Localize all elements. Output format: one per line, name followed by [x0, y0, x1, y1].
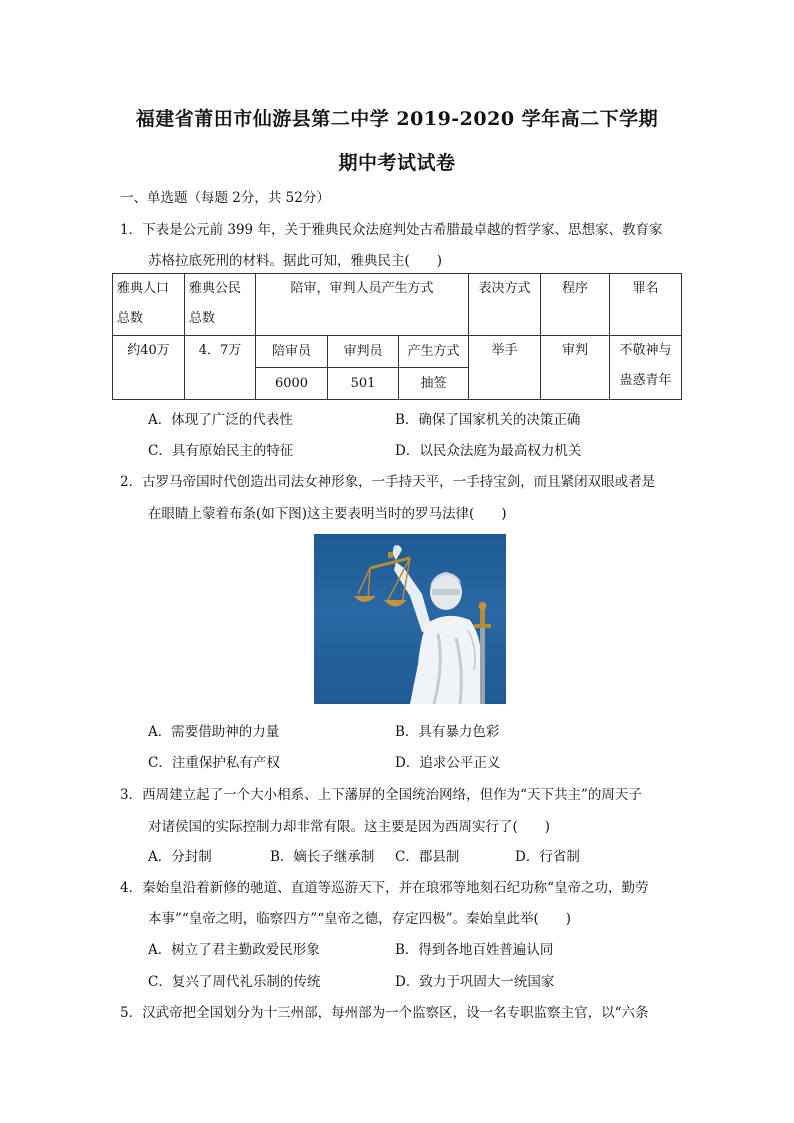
q1-option-c[interactable]: C．具有原始民主的特征	[148, 443, 294, 459]
cell-jurors: 6000	[256, 368, 328, 400]
q1-option-d[interactable]: D．以民众法庭为最高权力机关	[395, 443, 582, 459]
cell-vote: 举手	[469, 336, 541, 400]
q4-option-a[interactable]: A．树立了君主勤政爱民形象	[148, 942, 320, 958]
q1-option-a[interactable]: A．体现了广泛的代表性	[148, 412, 293, 428]
q2-option-d[interactable]: D．追求公平正义	[395, 755, 501, 771]
q3-option-b[interactable]: B．嫡长子继承制	[270, 849, 375, 865]
q5-stem-line1: 5．汉武帝把全国划分为十三州部，每州部为一个监察区，设一名专职监察主官，以“六条	[120, 1005, 649, 1021]
q3-stem-line2: 对诸侯国的实际控制力却非常有限。这主要是因为西周实行了( )	[148, 819, 551, 835]
section-heading: 一、单选题（每题 2分，共 52分）	[120, 190, 330, 206]
q1-option-b[interactable]: B．确保了国家机关的决策正确	[395, 412, 581, 428]
header-vote: 表决方式	[469, 274, 541, 336]
header-jury-method: 陪审，审判人员产生方式	[256, 274, 469, 336]
q3-option-a[interactable]: A．分封制	[148, 849, 212, 865]
q2-option-b[interactable]: B．具有暴力色彩	[395, 724, 500, 740]
q4-stem-line2: 本事”“皇帝之明，临察四方”“皇帝之德，存定四极”。秦始皇此举( )	[148, 911, 572, 927]
q2-stem-line2: 在眼睛上蒙着布条(如下图)这主要表明当时的罗马法律( )	[148, 506, 507, 522]
q2-stem-line1: 2．古罗马帝国时代创造出司法女神形象，一手持天平，一手持宝剑，而且紧闭双眼或者是	[120, 474, 656, 490]
q2-option-a[interactable]: A．需要借助神的力量	[148, 724, 280, 740]
cell-charge: 不敬神与 蛊惑青年	[610, 336, 682, 400]
subheader-judges: 审判员	[328, 336, 399, 368]
q1-stem-line1: 1．下表是公元前 399 年，关于雅典民众法庭判处古希腊最卓越的哲学家、思想家、教育家	[120, 222, 663, 238]
q4-option-d[interactable]: D．致力于巩固大一统国家	[395, 974, 555, 990]
cell-method: 抽签	[399, 368, 469, 400]
cell-population: 约40万	[113, 336, 185, 400]
cell-citizens: 4．7万	[185, 336, 256, 400]
q2-option-c[interactable]: C．注重保护私有产权	[148, 755, 280, 771]
lady-justice-photo	[314, 534, 506, 704]
header-citizens: 雅典公民 总数	[185, 274, 256, 336]
subheader-method: 产生方式	[399, 336, 469, 368]
subheader-jurors: 陪审员	[256, 336, 328, 368]
header-procedure: 程序	[541, 274, 610, 336]
header-charge: 罪名	[610, 274, 682, 336]
q1-stem-line2: 苏格拉底死刑的材料。据此可知，雅典民主( )	[148, 253, 443, 269]
exam-title-line2: 期中考试试卷	[338, 152, 456, 174]
cell-procedure: 审判	[541, 336, 610, 400]
q3-stem-line1: 3．西周建立起了一个大小相系、上下藩屏的全国统治网络，但作为“天下共主”的周天子	[120, 787, 642, 803]
athens-trial-table	[112, 273, 682, 400]
q3-option-d[interactable]: D．行省制	[515, 849, 580, 865]
exam-title-line1: 福建省莆田市仙游县第二中学 2019-2020 学年高二下学期	[135, 108, 659, 130]
q4-stem-line1: 4．秦始皇沿着新修的驰道、直道等巡游天下，并在琅邪等地刻石纪功称“皇帝之功，勤劳	[120, 880, 649, 896]
cell-judges: 501	[328, 368, 399, 400]
q3-option-c[interactable]: C．郡县制	[395, 849, 460, 865]
header-population: 雅典人口 总数	[113, 274, 185, 336]
q4-option-c[interactable]: C．复兴了周代礼乐制的传统	[148, 974, 321, 990]
q4-option-b[interactable]: B．得到各地百姓普遍认同	[395, 942, 554, 958]
